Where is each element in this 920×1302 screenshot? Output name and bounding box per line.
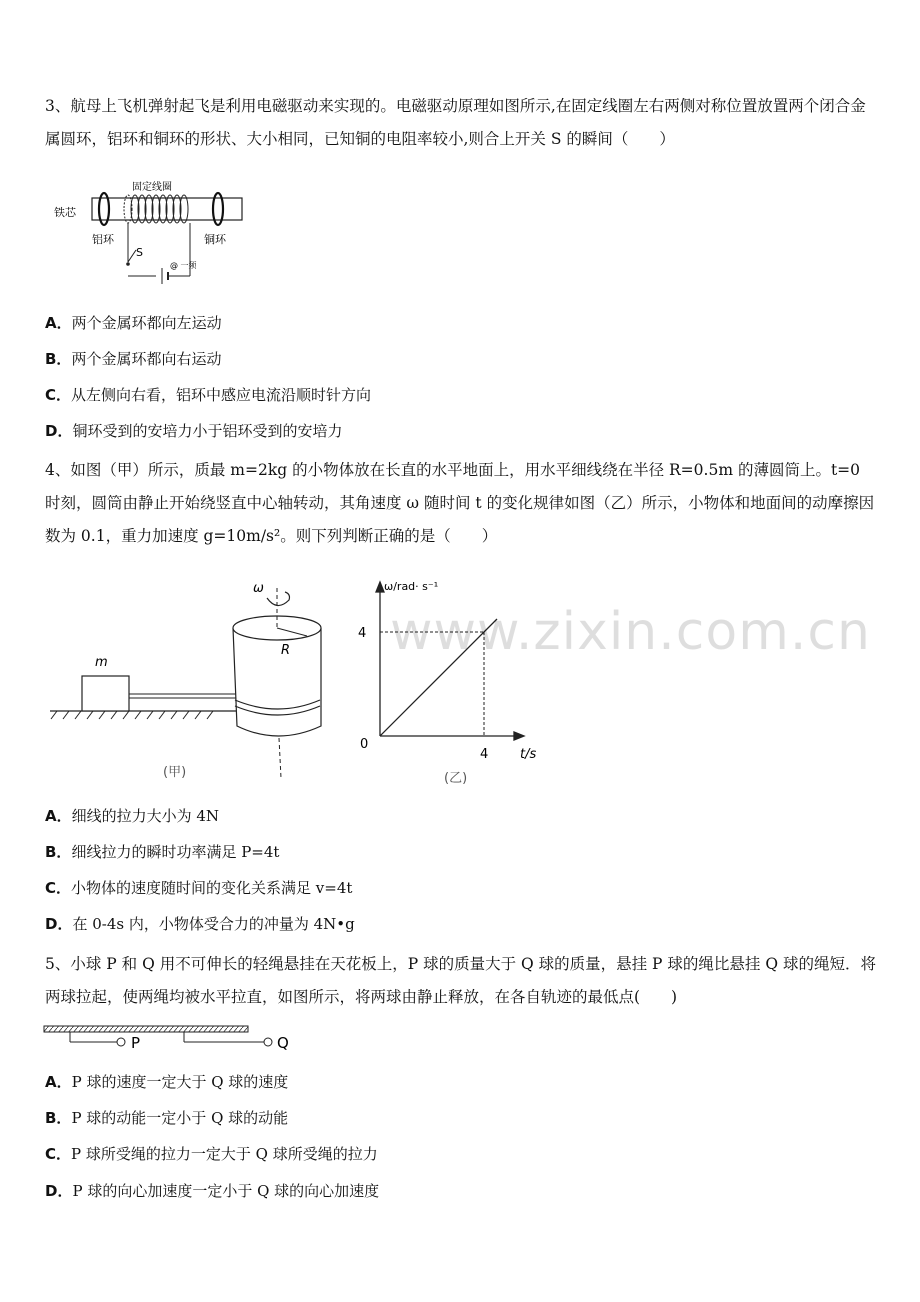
q3-option-d: D．铜环受到的安培力小于铝环受到的安培力 bbox=[45, 422, 343, 440]
q5-option-b: B．P 球的动能一定小于 Q 球的动能 bbox=[45, 1109, 289, 1127]
q3-option-a: A．两个金属环都向左运动 bbox=[45, 314, 222, 332]
battery-label: @ 一须 bbox=[170, 261, 197, 270]
watermark-text: www.zixin.com.cn bbox=[390, 602, 871, 662]
q5-figure-pendulums bbox=[42, 1022, 302, 1062]
q-label: Q bbox=[277, 1034, 289, 1052]
ball-p bbox=[117, 1038, 125, 1046]
cu-ring-label: 铜环 bbox=[204, 233, 226, 246]
q4-option-d: D．在 0-4s 内，小物体受合力的冲量为 4N•g bbox=[45, 915, 355, 933]
q4-option-a: A．细线的拉力大小为 4N bbox=[45, 807, 220, 825]
ball-q bbox=[264, 1038, 272, 1046]
core-label: 铁芯 bbox=[54, 206, 76, 219]
mass-label: m bbox=[95, 655, 108, 670]
q4-option-c: C．小物体的速度随时间的变化关系满足 v=4t bbox=[45, 879, 353, 897]
fig-a-caption: (甲) bbox=[163, 765, 187, 780]
radius-label: R bbox=[281, 643, 291, 658]
x-tick-label: 4 bbox=[480, 747, 489, 762]
al-ring-label: 铝环 bbox=[92, 233, 114, 246]
question-5-stem: 5、小球 P 和 Q 用不可伸长的轻绳悬挂在天花板上，P 球的质量大于 Q 球的质量，悬挂 P 球的绳比悬挂 Q 球的绳短．将两球拉起，使两绳均被水平拉直，如图所示，将两球由静止释放，在各自轨迹的最低点( ) bbox=[45, 955, 876, 1006]
question-4-stem: 4、如图（甲）所示，质最 m=2kg 的小物体放在长直的水平地面上，用水平细线绕在半径 R=0.5m 的薄圆筒上。t=0 时刻，圆筒由静止开始绕竖直中心轴转动，其角速度 ω 随时间 t 的变化规律如图（乙）所示，小物体和地面间的动摩擦因数为 0.1，重力加速度 g=10m/s²。则下列判断正确的是（ ） bbox=[45, 461, 875, 545]
fig-b-caption: (乙) bbox=[444, 771, 468, 786]
omega-label: ω bbox=[253, 581, 264, 596]
switch-label: S bbox=[136, 246, 143, 259]
q5-option-c: C．P 球所受绳的拉力一定大于 Q 球所受绳的拉力 bbox=[45, 1145, 378, 1163]
q5-option-d: D．P 球的向心加速度一定小于 Q 球的向心加速度 bbox=[45, 1182, 380, 1200]
q3-option-b: B．两个金属环都向右运动 bbox=[45, 350, 222, 368]
q4-figure-a bbox=[45, 578, 345, 787]
origin-label: 0 bbox=[360, 737, 369, 752]
p-label: P bbox=[131, 1034, 141, 1052]
q5-option-a: A．P 球的速度一定大于 Q 球的速度 bbox=[45, 1073, 289, 1091]
question-3-stem: 3、航母上飞机弹射起飞是利用电磁驱动来实现的。电磁驱动原理如图所示,在固定线圈左右两侧对称位置放置两个闭合金属圆环，铝环和铜环的形状、大小相同，已知铜的电阻率较小,则合上开关 S 的瞬间（ ） bbox=[45, 97, 866, 148]
q3-figure-coil-rings bbox=[52, 176, 252, 290]
q3-option-c: C．从左侧向右看，铝环中感应电流沿顺时针方向 bbox=[45, 386, 372, 404]
mass-block bbox=[82, 676, 129, 711]
x-axis-label: t/s bbox=[520, 747, 537, 762]
ceiling bbox=[44, 1026, 248, 1032]
y-tick-label: 4 bbox=[358, 626, 367, 641]
thin-cylinder bbox=[233, 616, 321, 736]
y-axis-label: ω/rad· s⁻¹ bbox=[384, 580, 439, 593]
q4-option-b: B．细线拉力的瞬时功率满足 P=4t bbox=[45, 843, 280, 861]
coil-label: 固定线圈 bbox=[132, 182, 172, 193]
